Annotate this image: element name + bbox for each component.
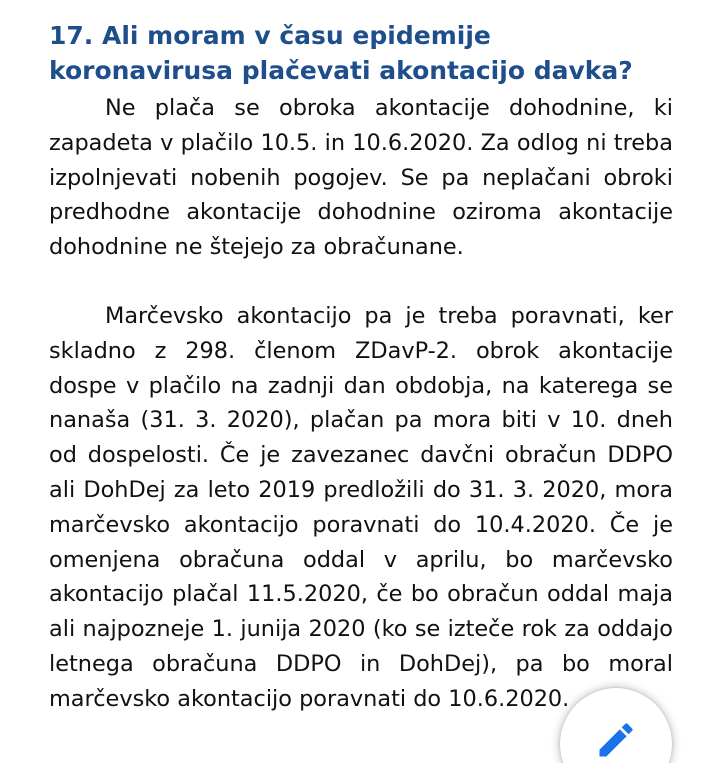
document-content <box>49 18 673 717</box>
question-heading: 17. Ali moram v času epidemije koronavirusa plačevati akontacijo davka? <box>49 21 633 85</box>
pencil-icon <box>594 718 638 762</box>
answer-paragraph-1: Ne plača se obroka akontacije dohodnine, ki zapadeta v plačilo 10.5. in 10.6.2020. Za odlog ni treba izpolnjevati nobenih pogojev. Se pa neplačani obroki predhodne akontacije dohodnine oziroma akontacije dohodnine ne štejejo za obračunane. <box>49 95 673 261</box>
answer-paragraph-2: Marčevsko akontacijo pa je treba poravnati, ker skladno z 298. členom ZDavP-2. obrok akontacije dospe v plačilo na zadnji dan obdobja, na katerega se nanaša (31. 3. 2020), plačan pa mora biti v 10. dneh od dospelosti. Če je zavezanec davčni obračun DDPO ali DohDej za leto 2019 predložili do 31. 3. 2020, mora marčevsko akontacijo poravnati do 10.4.2020. Če je omenjena obračuna oddal v aprilu, bo marčevsko akontacijo plačal 11.5.2020, če bo obračun oddal maja ali najpozneje 1. junija 2020 (ko se izteče rok za oddajo letnega obračuna DDPO in DohDej), pa bo moral marčevsko akontacijo poravnati do 10.6.2020. <box>49 302 673 712</box>
